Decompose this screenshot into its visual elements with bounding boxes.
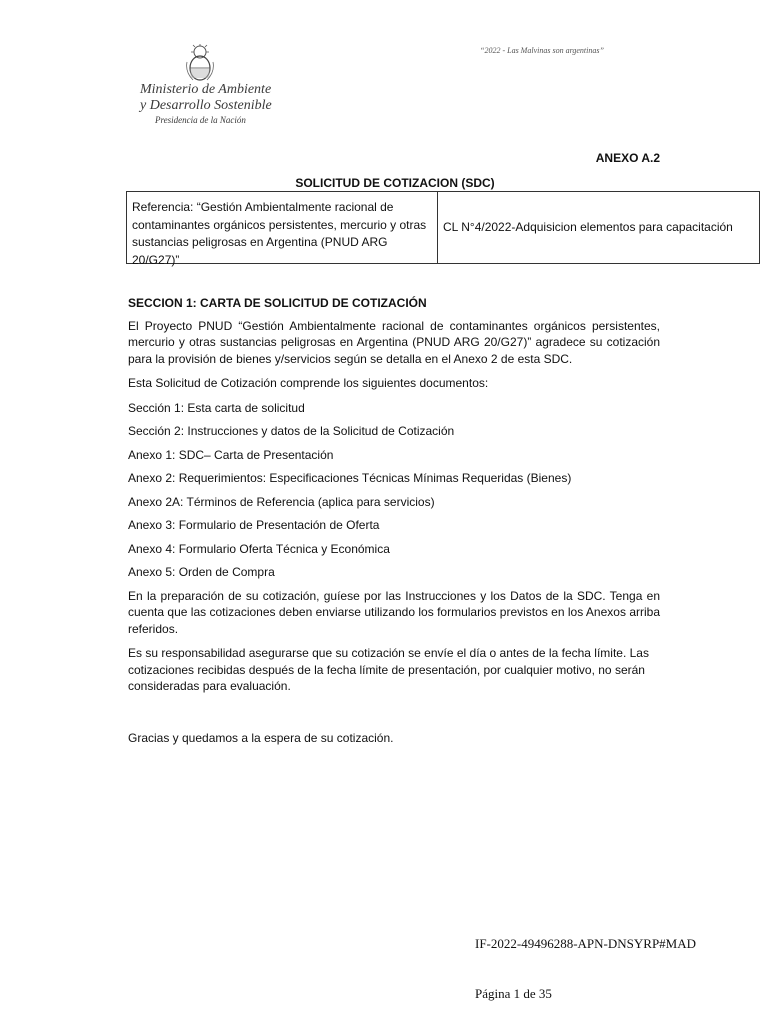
request-number-cell (438, 192, 759, 263)
ministry-name-line1: Ministerio de Ambiente (140, 82, 272, 97)
ministry-logo (130, 42, 290, 132)
intro-paragraph: El Proyecto PNUD “Gestión Ambientalmente racional de contaminantes orgánicos persistentes, mercurio y otras sustancias peligrosas en Argentina (PNUD ARG 20/G27)” agradece su cotización para la provisión de bienes y/servicios según se detalla en el Anexo 2 de esta SDC. (128, 318, 660, 366)
national-coat-of-arms-icon (185, 44, 215, 82)
document-list-item: Anexo 1: SDC– Carta de Presentación (128, 447, 334, 462)
document-title: SOLICITUD DE COTIZACION (SDC) (295, 176, 495, 190)
paragraph-spacer (128, 703, 660, 730)
documents-intro: Esta Solicitud de Cotización comprende los siguientes documentos: (128, 376, 489, 390)
reference-cell: Referencia: “Gestión Ambientalmente racional de contaminantes orgánicos persistentes, mercurio y otras sustancias peligrosas en Argentina (PNUD ARG 20/G27)” (127, 192, 438, 263)
document-list-item: Anexo 4: Formulario Oferta Técnica y Económica (128, 541, 390, 556)
header-motto: “2022 - Las Malvinas son argentinas” (480, 46, 604, 55)
closing-line: Gracias y quedamos a la espera de su cotización. (128, 730, 394, 745)
document-list-item: Sección 1: Esta carta de solicitud (128, 400, 305, 415)
request-number-text: CL N°4/2022-Adquisicion elementos para capacitación (443, 220, 733, 234)
section1-heading: SECCION 1: CARTA DE SOLICITUD DE COTIZACIÓN (128, 296, 427, 310)
document-list-item: Anexo 3: Formulario de Presentación de Oferta (128, 518, 380, 532)
document-list-item: Anexo 2A: Términos de Referencia (aplica para servicios) (128, 494, 435, 509)
document-id: IF-2022-49496288-APN-DNSYRP#MAD (475, 936, 697, 951)
deadline-note: Es su responsabilidad asegurarse que su cotización se envíe el día o antes de la fecha límite. Las cotizaciones recibidas después de la fecha límite de presentación, por cualquier motivo, no serán consideradas para evaluación. (128, 646, 649, 693)
preparation-note: En la preparación de su cotización, guíese por las Instrucciones y los Datos de la SDC. Tenga en cuenta que las cotizaciones deben enviarse utilizando los formularios previstos en los Anexos arriba referidos. (128, 588, 660, 636)
section1-content (128, 295, 660, 754)
ministry-presidency-line: Presidencia de la Nación (155, 115, 246, 125)
ministry-name-line2: y Desarrollo Sostenible (140, 98, 272, 113)
reference-table (126, 191, 760, 267)
annex-label: ANEXO A.2 (595, 151, 660, 165)
document-list-item: Sección 2: Instrucciones y datos de la Solicitud de Cotización (128, 424, 455, 438)
page-number: Página 1 de 35 (475, 986, 552, 1001)
document-list-item: Anexo 5: Orden de Compra (128, 565, 275, 579)
document-list-item: Anexo 2: Requerimientos: Especificaciones Técnicas Mínimas Requeridas (Bienes) (128, 471, 572, 485)
